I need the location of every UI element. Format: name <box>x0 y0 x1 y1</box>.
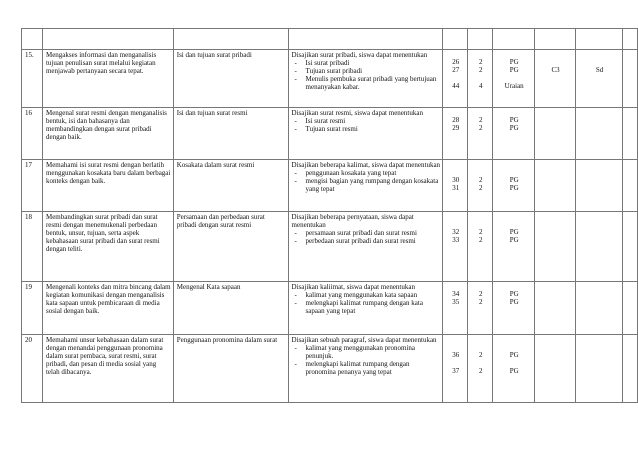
indicator-item: - kalimat yang menggunakan kata sapaan <box>292 291 441 299</box>
competency-cell: Mengenali konteks dan mitra bincang dalam kegiatan komunikasi dengan menganalisis kata sapaan untuk pembicaraan di media sosial dengan baik. <box>42 282 173 335</box>
indicator-item: - Menulis pembuka surat pribadi yang bertujuan menanyakan kabar. <box>292 75 441 91</box>
material-cell: Kosakata dalam surat resmi <box>173 160 288 212</box>
row-number: 17 <box>22 160 43 212</box>
table-row <box>22 108 638 160</box>
difficulty-cell <box>576 282 623 335</box>
row-number: 16 <box>22 108 43 160</box>
indicator-cell <box>288 212 443 282</box>
row-number: 19 <box>22 282 43 335</box>
question-form-cell: PG PG <box>493 108 535 160</box>
indicator-cell <box>288 335 443 403</box>
cognitive-level-cell <box>535 108 576 160</box>
table-body <box>22 29 638 403</box>
question-number-cell: 34 35 <box>443 282 468 335</box>
indicator-list <box>292 229 441 245</box>
question-number-cell: 36 37 <box>443 335 468 403</box>
row-number: 20 <box>22 335 43 403</box>
table-row-header-continuation <box>22 29 638 50</box>
cognitive-level-cell <box>535 212 576 282</box>
material-cell: Mengenal Kata sapaan <box>173 282 288 335</box>
specification-table <box>21 28 638 403</box>
difficulty-cell: Sd <box>576 50 623 108</box>
indicator-item: - mengisi bagian yang rumpang dengan kosakata yang tepat <box>292 177 441 193</box>
indicator-list <box>292 344 441 376</box>
cognitive-level-cell <box>535 160 576 212</box>
table-row <box>22 282 638 335</box>
indicator-intro: Disajikan sebuah paragraf, siswa dapat menentukan <box>291 336 437 344</box>
indicator-list <box>292 169 441 193</box>
difficulty-cell <box>576 160 623 212</box>
indicator-cell <box>288 282 443 335</box>
level-cell: 2 2 <box>468 335 493 403</box>
indicator-intro: Disajikan beberapa pernyataan, siswa dapat menentukan <box>291 213 414 229</box>
table-row <box>22 335 638 403</box>
question-number-cell: 28 29 <box>443 108 468 160</box>
cognitive-level-cell <box>535 335 576 403</box>
indicator-item: - perbedaan surat pribadi dan surat resmi <box>292 237 441 245</box>
indicator-cell <box>288 50 443 108</box>
indicator-list <box>292 291 441 315</box>
row-number: 18 <box>22 212 43 282</box>
competency-cell: Mengenal surat resmi dengan menganalisis bentuk, isi dan bahasanya dan membandingkan dengan surat pribadi dengan baik. <box>42 108 173 160</box>
question-number-cell: 30 31 <box>443 160 468 212</box>
question-form-cell: PG PG <box>493 335 535 403</box>
table-row <box>22 160 638 212</box>
question-number-cell: 26 27 44 <box>443 50 468 108</box>
material-cell: Persamaan dan perbedaan surat pribadi dengan surat resmi <box>173 212 288 282</box>
difficulty-cell <box>576 212 623 282</box>
indicator-intro: Disajikan surat pribadi, siswa dapat menentukan <box>291 51 428 59</box>
level-cell: 2 2 <box>468 108 493 160</box>
indicator-item: - melengkapi kalimat rumpang dengan kata sapaan yang tepat <box>292 299 441 315</box>
material-cell: Penggunaan pronomina dalam surat <box>173 335 288 403</box>
level-cell: 2 2 4 <box>468 50 493 108</box>
question-form-cell: PG PG <box>493 282 535 335</box>
level-cell: 2 2 <box>468 212 493 282</box>
question-form-cell: PG PG <box>493 160 535 212</box>
indicator-cell <box>288 108 443 160</box>
indicator-intro: Disajikan beberapa kalimat, siswa dapat menentukan <box>291 161 441 169</box>
level-cell: 2 2 <box>468 282 493 335</box>
cognitive-level-cell: C3 <box>535 50 576 108</box>
competency-cell: Mengakses informasi dan menganalisis tujuan penulisan surat melalui kegiatan menjawab pertanyaan secara tepat. <box>42 50 173 108</box>
material-cell: Isi dan tujuan surat pribadi <box>173 50 288 108</box>
competency-cell: Memahami unsur kebahasaan dalam surat dengan menandai penggunaan pronomina dalam surat pembaca, surat resmi, surat pribadi, dan pesan di media sosial yang telah dibacanya. <box>42 335 173 403</box>
difficulty-cell <box>576 335 623 403</box>
question-form-cell: PG PG Uraian <box>493 50 535 108</box>
table-row <box>22 50 638 108</box>
indicator-item: - penggunaan kosakata yang tepat <box>292 169 441 177</box>
indicator-cell <box>288 160 443 212</box>
row-number: 15. <box>22 50 43 108</box>
indicator-item: - persamaan surat pribadi dan surat resmi <box>292 229 441 237</box>
question-number-cell: 32 33 <box>443 212 468 282</box>
indicator-intro: Disajikan surat resmi, siswa dapat menentukan <box>291 109 423 117</box>
indicator-item: - Tujuan surat pribadi <box>292 67 441 75</box>
competency-cell: Memahami isi surat resmi dengan berlatih menggunakan kosakata baru dalam berbagai konteks dengan baik. <box>42 160 173 212</box>
indicator-list <box>292 117 441 133</box>
indicator-item: - kalimat yang menggunakan pronomina penunjuk. <box>292 344 441 360</box>
material-cell: Isi dan tujuan surat resmi <box>173 108 288 160</box>
table-row <box>22 212 638 282</box>
indicator-item: - Tujuan surat resmi <box>292 125 441 133</box>
indicator-item: - melengkapi kalimat rumpang dengan pronomina penanya yang tepat <box>292 360 441 376</box>
competency-cell: Membandingkan surat pribadi dan surat resmi dengan menemukenali perbedaan bentuk, unsur, tujuan, serta aspek kebahasaan surat pribadi dan surat resmi dengan teliti. <box>42 212 173 282</box>
indicator-intro: Disajikan kaliimat, siswa dapat menentukan <box>291 283 415 291</box>
indicator-item: - Isi surat resmi <box>292 117 441 125</box>
indicator-item: - Isi surat pribadi <box>292 59 441 67</box>
question-form-cell: PG PG <box>493 212 535 282</box>
indicator-list <box>292 59 441 91</box>
level-cell: 2 2 <box>468 160 493 212</box>
difficulty-cell <box>576 108 623 160</box>
cognitive-level-cell <box>535 282 576 335</box>
